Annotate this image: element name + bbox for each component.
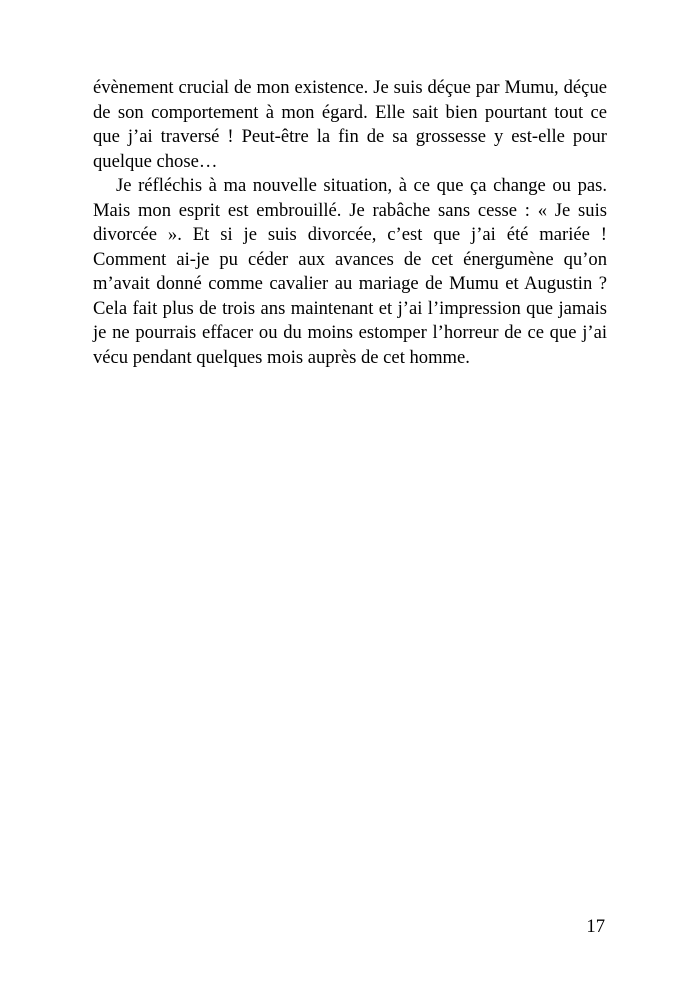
paragraph: Je réfléchis à ma nouvelle situation, à ce que ça change ou pas. Mais mon esprit est embrouillé. Je rabâche sans cesse : « Je suis divorcée ». Et si je suis divorcée, c’est que j’ai été mariée ! Comment ai-je pu céder aux avances de cet énergumène qu’on m’avait donné comme cavalier au mariage de Mumu et Augustin ? Cela fait plus de trois ans maintenant et j’ai l’impression que jamais je ne pourrais effacer ou du moins estomper l’horreur de ce que j’ai vécu pendant quelques mois auprès de cet homme.: [93, 175, 607, 368]
page-body: [93, 76, 607, 370]
paragraph-continuation: évènement crucial de mon existence. Je suis déçue par Mumu, déçue de son comportement à mon égard. Elle sait bien pourtant tout ce que j’ai traversé ! Peut-être la fin de sa grossesse y est-elle pour quelque chose…: [93, 77, 607, 172]
page-number: 17: [586, 916, 605, 937]
